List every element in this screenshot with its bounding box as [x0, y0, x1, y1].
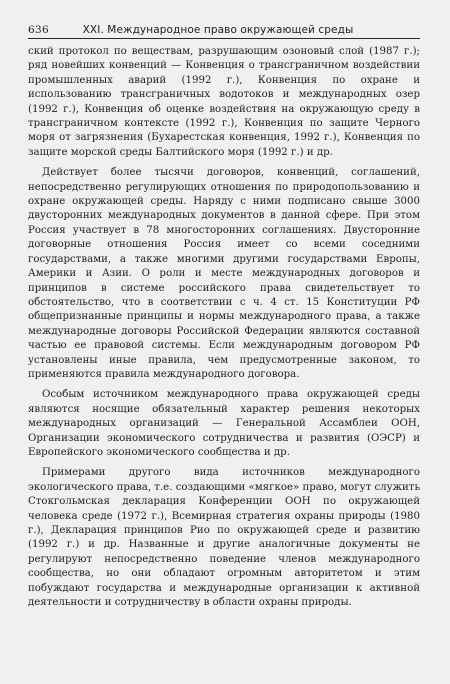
- paragraph-organizations: Особым источником международного права окружающей среды являются носящие обязательный характер решения некоторых международных организаций — Генеральной Ассамблеи ООН, Организации экономического сотрудничества и развития (ОЭСР) и Европейского экономического сообщества и др.: [28, 389, 420, 458]
- page-body: [28, 45, 420, 616]
- paragraph-soft-law: Примерами другого вида источников международного экологического права, т.е. создающими «мягкое» право, могут служить Стокгольмская декларация Конференции ООН по окружающей человека среде (1972 г.), Всемирная стратегия охраны природы (1980 г.), Декларация принципов Рио по окружающей среде и развитию (1992 г.) и др. Названные и другие аналогичные документы не регулируют непосредственно поведение членов международного сообщества, но они обладают огромным авторитетом и этим побуждают государства и международные организации к активной деятельности и сотрудничеству в области охраны природы.: [28, 467, 420, 609]
- page-header: [28, 18, 420, 39]
- page-number: 636: [28, 24, 49, 36]
- paragraph-treaties: Действует более тысячи договоров, конвенций, соглашений, непосредственно регулирующих отношения по природопользованию и охране окружающей среды. Наряду с ними подписано свыше 3000 двусторонних международных документов в данной сфере. При этом Россия участвует в 78 многосторонних соглашениях. Двусторонние договорные отношения Россия имеет со всеми соседними государствами, а также многими другими государствами Европы, Америки и Азии. О роли и месте международных договоров и принципов в системе российского права свидетельствует то обстоятельство, что в соответствии с ч. 4 ст. 15 Конституции РФ общепризнанные принципы и нормы международного права, а также международные договоры Российской Федерации являются составной частью ее правовой системы. Если международным договором РФ установлены иные правила, чем предусмотренные законом, то применяются правила международного договора.: [28, 167, 420, 380]
- running-title: XXI. Международное право окружающей среды: [82, 24, 354, 36]
- paragraph-continuation: ский протокол по веществам, разрушающим озоновый слой (1987 г.); ряд новейших конвенций — Конвенция о трансграничном воздействии промышленных аварий (1992 г.), Конвенция по охране и использованию трансграничных водотоков и международных озер (1992 г.), Конвенция об оценке воздействия на окружающую среду в трансграничном контексте (1992 г.), Конвенция по защите Черного моря от загрязнения (Бухарестская конвенция, 1992 г.), Конвенция по защите морской среды Балтийского моря (1992 г.) и др.: [28, 46, 420, 158]
